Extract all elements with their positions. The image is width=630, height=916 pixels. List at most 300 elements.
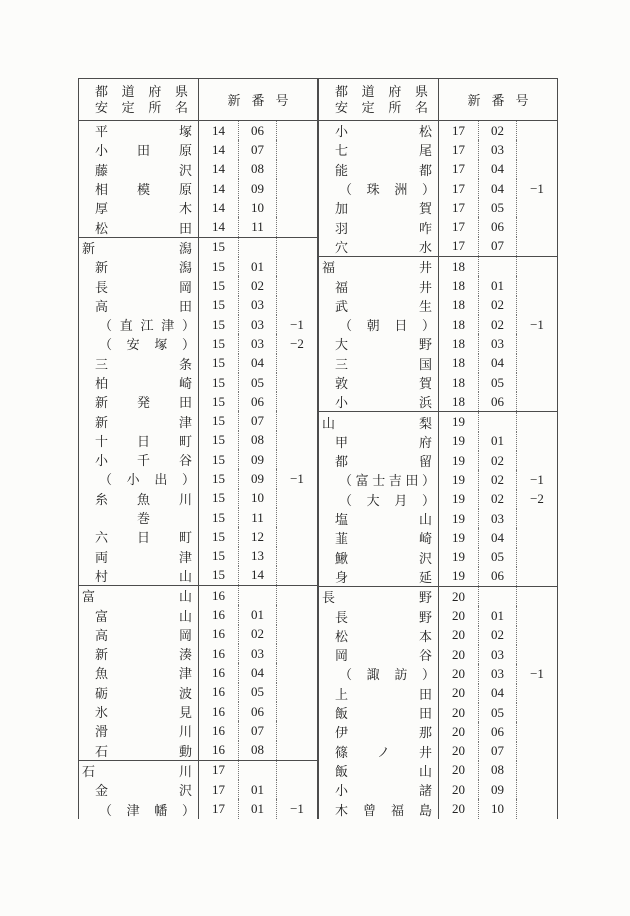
office-name: [319, 799, 438, 818]
char: 井: [418, 279, 432, 295]
char: 両: [95, 549, 109, 565]
branch-suffix: [276, 489, 317, 508]
char: 六: [95, 530, 109, 546]
prefecture-code: 16: [198, 663, 238, 682]
char: 吉: [388, 473, 402, 489]
office-row: [319, 451, 557, 470]
char: 小: [95, 453, 109, 469]
char: 高: [95, 627, 109, 643]
office-name: [319, 315, 438, 334]
office-name: [319, 198, 438, 217]
char: 谷: [178, 453, 192, 469]
branch-suffix: [276, 238, 317, 257]
branch-suffix: [516, 761, 557, 780]
prefecture-code: 20: [438, 703, 478, 722]
office-row: [319, 334, 557, 353]
office-row: [79, 702, 317, 721]
office-name: [79, 741, 198, 760]
branch-suffix: [516, 373, 557, 392]
office-row: [79, 721, 317, 740]
branch-suffix: [276, 644, 317, 663]
office-row: [79, 276, 317, 295]
branch-suffix: −1: [276, 799, 317, 818]
office-code: 07: [238, 411, 276, 430]
char: 田: [178, 298, 192, 314]
office-code: 05: [478, 703, 516, 722]
office-code: 07: [238, 140, 276, 159]
char: 滑: [95, 724, 109, 740]
office-name: [319, 761, 438, 780]
char: 新: [95, 647, 109, 663]
char: 野: [418, 337, 432, 353]
prefecture-code: 14: [198, 160, 238, 179]
office-row: [319, 664, 557, 683]
office-name: [319, 237, 438, 256]
office-code: 06: [478, 567, 516, 586]
office-name: [79, 683, 198, 702]
prefecture-code: 15: [198, 527, 238, 546]
office-code: 02: [238, 625, 276, 644]
office-name: [319, 528, 438, 547]
prefecture-code: 15: [198, 411, 238, 430]
char: 木: [335, 802, 349, 818]
char: 新: [467, 93, 481, 108]
char: 糸: [95, 491, 109, 507]
office-row: [319, 276, 557, 295]
char: 山: [418, 763, 432, 779]
office-name: [319, 645, 438, 664]
office-code: [238, 586, 276, 605]
char: 府: [148, 83, 162, 99]
office-row: [319, 722, 557, 741]
office-name: [319, 257, 438, 276]
char: 直: [119, 318, 133, 334]
char: 小: [335, 395, 349, 411]
char: 七: [335, 143, 349, 159]
office-name: [79, 179, 198, 198]
office-code: 05: [478, 373, 516, 392]
office-code: 06: [238, 121, 276, 140]
office-name: [79, 140, 198, 159]
char: 定: [121, 99, 135, 115]
char: 留: [418, 454, 432, 470]
prefecture-code: 17: [438, 160, 478, 179]
branch-suffix: [276, 721, 317, 740]
office-row: [79, 625, 317, 644]
char: 都: [418, 162, 432, 178]
office-name: [79, 721, 198, 740]
char: 湊: [178, 647, 192, 663]
office-row: [79, 431, 317, 450]
header-line-1: [95, 84, 188, 100]
branch-suffix: [276, 527, 317, 546]
office-code: 07: [238, 721, 276, 740]
char: 野: [418, 590, 432, 606]
branch-suffix: [516, 392, 557, 411]
branch-suffix: [276, 508, 317, 527]
column-header-office-name: [319, 79, 438, 120]
office-code: 03: [478, 509, 516, 528]
office-name: [79, 334, 198, 353]
office-code: 10: [478, 799, 516, 818]
office-name: [319, 606, 438, 625]
char: 氷: [95, 705, 109, 721]
char: 福: [335, 279, 349, 295]
office-row: [79, 217, 317, 236]
char: 富: [82, 589, 96, 605]
char: 都: [95, 83, 109, 99]
office-row: [319, 742, 557, 761]
char: 諏: [366, 667, 380, 683]
office-code: 09: [478, 780, 516, 799]
prefecture-code: 16: [198, 721, 238, 740]
branch-suffix: [276, 547, 317, 566]
char: ）: [421, 318, 435, 334]
office-row: [319, 567, 557, 586]
office-code: 02: [478, 296, 516, 315]
char: 小: [126, 472, 140, 488]
prefecture-code: 18: [438, 315, 478, 334]
prefecture-code: 19: [438, 451, 478, 470]
char: 号: [515, 93, 529, 108]
prefecture-code: 17: [438, 237, 478, 256]
branch-suffix: [516, 432, 557, 451]
prefecture-code: 16: [198, 644, 238, 663]
office-code: [238, 238, 276, 257]
prefecture-code: 17: [438, 217, 478, 236]
office-name: [79, 489, 198, 508]
office-name: [319, 451, 438, 470]
char: 伊: [335, 725, 349, 741]
code-table-right: [318, 78, 558, 819]
column-header-new-number: [438, 79, 557, 120]
prefecture-code: 17: [438, 198, 478, 217]
office-row: [79, 334, 317, 353]
branch-suffix: −1: [276, 469, 317, 488]
table-header: [319, 79, 557, 121]
prefecture-row: [319, 411, 557, 431]
prefecture-code: 15: [198, 373, 238, 392]
char: 敦: [335, 376, 349, 391]
prefecture-code: 15: [198, 547, 238, 566]
office-name: [79, 780, 198, 799]
office-row: [79, 296, 317, 315]
office-name: [79, 508, 198, 527]
char: ）: [421, 182, 435, 198]
char: 谷: [418, 648, 432, 664]
branch-suffix: [516, 799, 557, 818]
char: 平: [95, 124, 109, 140]
branch-suffix: [516, 645, 557, 664]
branch-suffix: [276, 411, 317, 430]
branch-suffix: [516, 257, 557, 276]
char: 出: [154, 472, 168, 488]
char: 津: [178, 414, 192, 430]
prefecture-code: 16: [198, 683, 238, 702]
office-code: 04: [478, 684, 516, 703]
char: 津: [178, 549, 192, 565]
office-code: 02: [478, 626, 516, 645]
branch-suffix: −1: [276, 315, 317, 334]
office-name: [319, 722, 438, 741]
prefecture-code: 15: [198, 354, 238, 373]
char: 津: [161, 318, 175, 334]
char: 羽: [335, 220, 349, 236]
branch-suffix: [276, 179, 317, 198]
column-header-new-number: [198, 79, 317, 120]
prefecture-code: 20: [438, 780, 478, 799]
branch-suffix: [516, 742, 557, 761]
prefecture-code: 17: [198, 780, 238, 799]
office-code: 06: [238, 702, 276, 721]
office-row: [319, 509, 557, 528]
office-code: 03: [238, 315, 276, 334]
char: 定: [361, 99, 375, 115]
char: 田: [178, 220, 192, 236]
header-line-1: [335, 84, 428, 100]
branch-suffix: [516, 567, 557, 586]
char: 山: [178, 589, 192, 605]
office-row: [319, 140, 557, 159]
prefecture-code: 20: [438, 799, 478, 818]
char: 日: [136, 433, 150, 449]
office-row: [319, 296, 557, 315]
char: 魚: [95, 666, 109, 682]
char: 松: [95, 220, 109, 236]
char: 朝: [366, 318, 380, 334]
branch-suffix: −2: [516, 490, 557, 509]
office-row: [319, 626, 557, 645]
char: 松: [335, 628, 349, 644]
char: 相: [95, 182, 109, 198]
char: 江: [140, 318, 154, 334]
prefecture-code: 20: [438, 742, 478, 761]
office-name: [79, 547, 198, 566]
prefecture-code: 20: [438, 626, 478, 645]
prefecture-row: [79, 585, 317, 605]
office-name: [79, 160, 198, 179]
office-row: [319, 354, 557, 373]
char: 山: [322, 415, 336, 431]
char: 岡: [178, 279, 192, 295]
char: （: [99, 802, 113, 818]
branch-suffix: [276, 276, 317, 295]
char: （: [339, 667, 353, 683]
char: 長: [335, 609, 349, 625]
office-name: [319, 703, 438, 722]
char: 富: [355, 473, 369, 489]
prefecture-code: 19: [438, 412, 478, 431]
char: 篠: [335, 744, 349, 760]
char: 見: [178, 705, 192, 721]
branch-suffix: [516, 451, 557, 470]
office-code: 01: [478, 606, 516, 625]
branch-suffix: [516, 198, 557, 217]
char: 所: [388, 99, 402, 115]
branch-suffix: [516, 160, 557, 179]
char: 厚: [95, 201, 109, 217]
char: 柏: [95, 376, 109, 391]
branch-suffix: [516, 703, 557, 722]
office-code: 09: [238, 450, 276, 469]
office-row: [79, 160, 317, 179]
office-code: 01: [238, 799, 276, 818]
office-name: [319, 373, 438, 392]
office-name: [79, 605, 198, 624]
branch-suffix: [276, 741, 317, 760]
office-row: [79, 469, 317, 488]
office-row: [79, 373, 317, 392]
branch-suffix: [516, 626, 557, 645]
char: 大: [366, 492, 380, 508]
office-name: [79, 411, 198, 430]
branch-suffix: [276, 663, 317, 682]
char: ）: [181, 802, 195, 818]
branch-suffix: [516, 412, 557, 431]
char: 大: [335, 337, 349, 353]
char: 上: [335, 686, 349, 702]
char: 塩: [335, 512, 349, 528]
office-code: 01: [478, 432, 516, 451]
office-name: [79, 431, 198, 450]
char: 小: [335, 783, 349, 799]
prefecture-code: 20: [438, 587, 478, 606]
office-code: 09: [238, 469, 276, 488]
office-row: [79, 257, 317, 276]
char: 田: [405, 473, 419, 489]
branch-suffix: [516, 587, 557, 606]
prefecture-code: 18: [438, 373, 478, 392]
char: ）: [181, 337, 195, 353]
office-row: [79, 741, 317, 760]
branch-suffix: [516, 140, 557, 159]
branch-suffix: [516, 606, 557, 625]
char: 身: [335, 569, 349, 585]
char: 福: [390, 802, 404, 818]
char: 曾: [362, 802, 376, 818]
prefecture-code: 17: [438, 179, 478, 198]
char: 訪: [394, 667, 408, 683]
office-code: 04: [478, 179, 516, 198]
office-name: [79, 392, 198, 411]
char: 津: [178, 666, 192, 682]
office-name: [79, 702, 198, 721]
char: 原: [178, 182, 192, 198]
char: 波: [178, 685, 192, 701]
prefecture-code: 20: [438, 645, 478, 664]
office-name: [79, 276, 198, 295]
char: （: [99, 337, 113, 353]
office-name: [79, 566, 198, 585]
office-code: [238, 761, 276, 780]
office-name: [319, 587, 438, 606]
prefecture-code: 15: [198, 450, 238, 469]
char: 崎: [178, 376, 192, 391]
char: 月: [394, 492, 408, 508]
char: 井: [418, 260, 432, 276]
char: 沢: [418, 550, 432, 566]
branch-suffix: [516, 684, 557, 703]
char: 田: [136, 143, 150, 159]
office-row: [79, 527, 317, 546]
office-code: 08: [238, 431, 276, 450]
branch-suffix: [516, 780, 557, 799]
prefecture-code: 18: [438, 296, 478, 315]
office-row: [319, 780, 557, 799]
char: 甲: [335, 434, 349, 450]
office-row: [79, 663, 317, 682]
office-name: [79, 315, 198, 334]
char: 富: [95, 608, 109, 624]
office-row: [79, 198, 317, 217]
branch-suffix: [516, 276, 557, 295]
prefecture-code: 15: [198, 276, 238, 295]
office-row: [79, 121, 317, 140]
office-code: 10: [238, 198, 276, 217]
office-code: 01: [238, 780, 276, 799]
branch-suffix: [516, 354, 557, 373]
branch-suffix: [516, 528, 557, 547]
char: 川: [178, 724, 192, 740]
office-row: [79, 140, 317, 159]
office-code: 06: [478, 722, 516, 741]
char: 飯: [335, 763, 349, 779]
char: 水: [418, 239, 432, 255]
branch-suffix: [516, 217, 557, 236]
char: （: [339, 182, 353, 198]
office-code: 08: [238, 741, 276, 760]
char: 浜: [418, 395, 432, 411]
char: 洲: [394, 182, 408, 198]
char: 巻: [136, 511, 150, 527]
office-name: [319, 490, 438, 509]
header-line-2: [335, 100, 428, 116]
branch-suffix: [276, 257, 317, 276]
branch-suffix: [516, 296, 557, 315]
branch-suffix: −1: [516, 664, 557, 683]
office-name: [79, 238, 198, 257]
char: 潟: [178, 260, 192, 276]
office-code: 10: [238, 489, 276, 508]
office-name: [319, 470, 438, 489]
char: （: [99, 472, 113, 488]
office-row: [319, 490, 557, 509]
char: 村: [95, 568, 109, 584]
office-code: 14: [238, 566, 276, 585]
char: 幡: [154, 802, 168, 818]
prefecture-code: 15: [198, 315, 238, 334]
office-code: 12: [238, 527, 276, 546]
char: 府: [418, 434, 432, 450]
office-code: 02: [478, 315, 516, 334]
office-row: [319, 799, 557, 818]
branch-suffix: [276, 605, 317, 624]
char: 三: [335, 356, 349, 372]
branch-suffix: [276, 761, 317, 780]
char: 新: [95, 260, 109, 276]
office-row: [79, 683, 317, 702]
char: 町: [178, 530, 192, 546]
office-name: [319, 780, 438, 799]
char: 津: [126, 802, 140, 818]
char: ）: [181, 472, 195, 488]
office-name: [319, 179, 438, 198]
office-name: [79, 217, 198, 236]
office-name: [79, 373, 198, 392]
office-row: [319, 160, 557, 179]
office-name: [79, 450, 198, 469]
branch-suffix: [516, 722, 557, 741]
